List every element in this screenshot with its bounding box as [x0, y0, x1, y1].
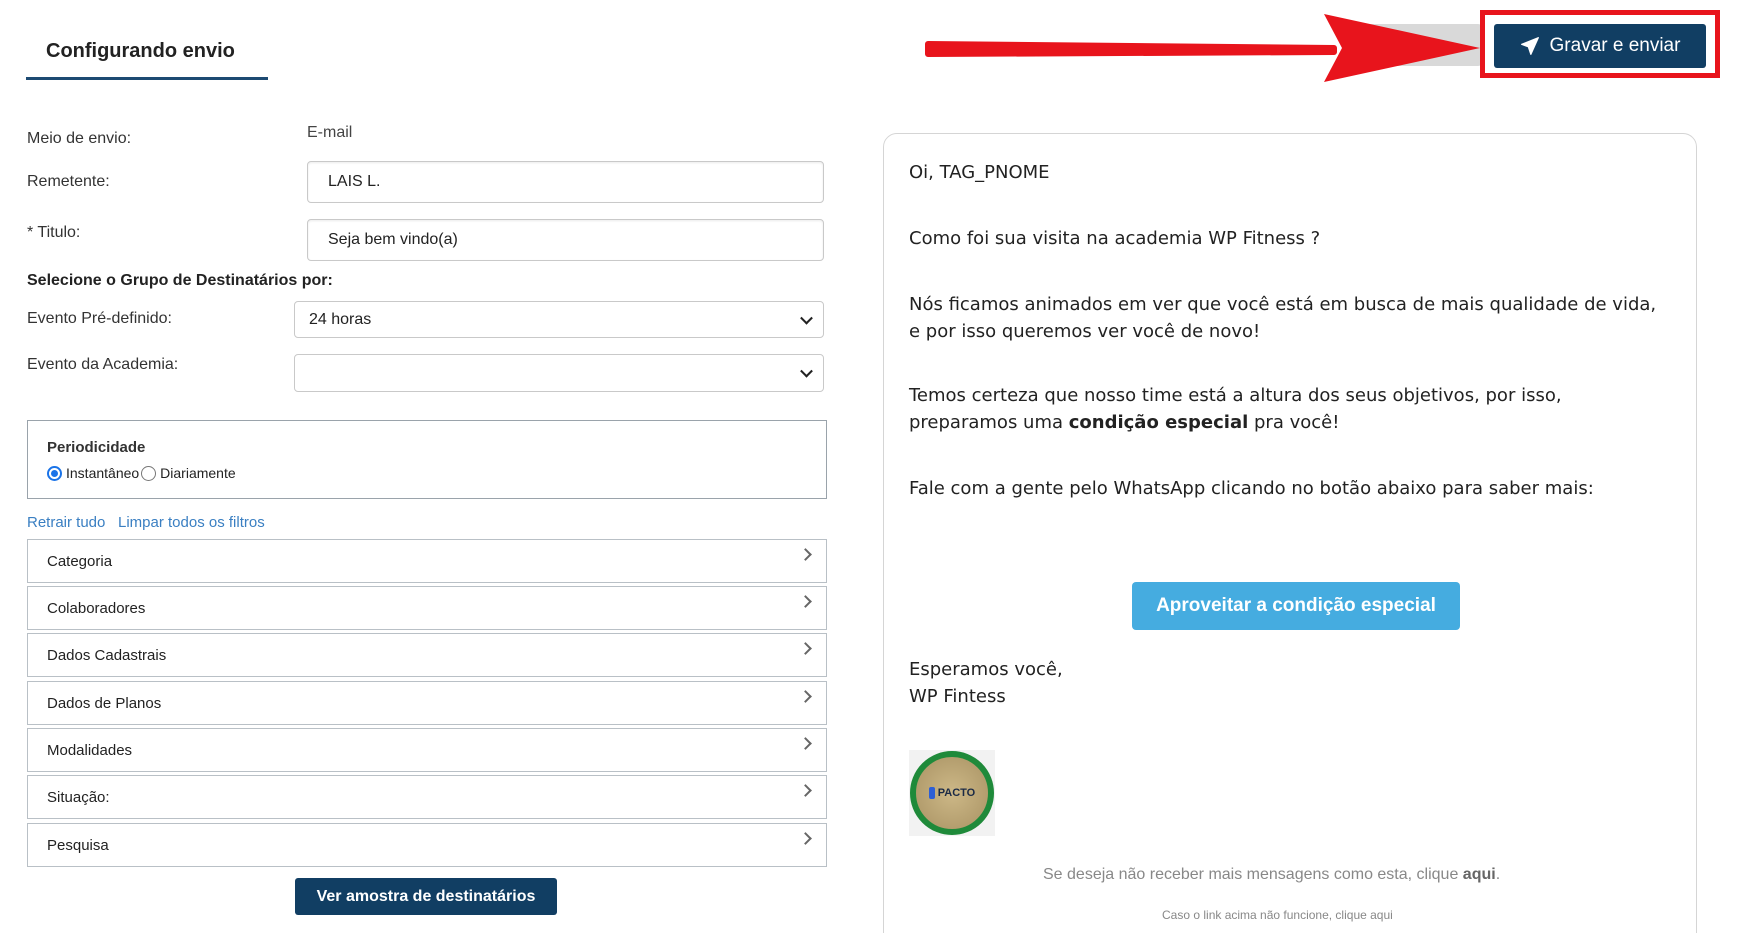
- evento-predefinido-value: 24 horas: [309, 310, 372, 328]
- chevron-right-icon: [799, 832, 812, 845]
- preview-signature: [909, 656, 1063, 710]
- titulo-input[interactable]: Seja bem vindo(a): [307, 219, 824, 261]
- filter-label: Categoria: [47, 553, 113, 570]
- annotation-arrow: [924, 8, 1500, 86]
- logo-text: PACTO: [937, 787, 976, 799]
- radio-diariamente-label[interactable]: Diariamente: [160, 465, 236, 481]
- fallback-link-text[interactable]: Caso o link acima não funcione, clique aqui: [1162, 908, 1393, 922]
- evento-predefinido-select[interactable]: [294, 301, 824, 338]
- retrair-tudo-link[interactable]: Retrair tudo: [27, 514, 106, 531]
- send-button-label: Gravar e enviar: [1549, 35, 1681, 56]
- preview-paragraph-3: Fale com a gente pelo WhatsApp clicando no botão abaixo para saber mais:: [909, 478, 1594, 499]
- chevron-right-icon: [799, 784, 812, 797]
- remetente-label: Remetente:: [27, 173, 110, 190]
- unsubscribe-text: [1043, 866, 1500, 884]
- pacto-logo: [909, 750, 995, 836]
- periodicidade-panel: [27, 420, 827, 499]
- remetente-input[interactable]: LAIS L.: [307, 161, 824, 203]
- limpar-filtros-link[interactable]: Limpar todos os filtros: [118, 514, 265, 531]
- logo-mark-icon: [929, 787, 935, 799]
- filter-dados-planos[interactable]: [27, 681, 827, 725]
- chevron-right-icon: [799, 642, 812, 655]
- logo-badge: [910, 751, 994, 835]
- ver-amostra-button[interactable]: Ver amostra de destinatários: [295, 878, 557, 915]
- chevron-right-icon: [799, 690, 812, 703]
- chevron-down-icon: [800, 311, 813, 324]
- filter-label: Colaboradores: [47, 600, 146, 617]
- preview-p2-suffix: pra você!: [1248, 412, 1340, 433]
- evento-predefinido-label: Evento Pré-definido:: [27, 310, 172, 327]
- chevron-right-icon: [799, 548, 812, 561]
- preview-p2-prefix: preparamos uma: [909, 412, 1069, 433]
- filter-pesquisa[interactable]: [27, 823, 827, 867]
- filter-label: Situação:: [47, 789, 110, 806]
- filter-categoria[interactable]: [27, 539, 827, 583]
- radio-instantaneo-label[interactable]: Instantâneo: [66, 465, 140, 481]
- preview-p2-bold: condição especial: [1068, 412, 1249, 433]
- meio-envio-value: E-mail: [307, 124, 353, 141]
- unsub-prefix: Se deseja não receber mais mensagens como esta, clique: [1043, 866, 1463, 883]
- preview-paragraph-2: [909, 382, 1562, 436]
- preview-sign-line1: Esperamos você,: [909, 659, 1063, 680]
- evento-academia-label: Evento da Academia:: [27, 356, 179, 373]
- filter-label: Dados de Planos: [47, 695, 162, 712]
- gravar-e-enviar-button[interactable]: [1494, 24, 1706, 68]
- chevron-down-icon: [800, 365, 813, 378]
- preview-p2-line1: Temos certeza que nosso time está a altura dos seus objetivos, por isso,: [909, 385, 1562, 406]
- unsubscribe-link[interactable]: aqui: [1462, 866, 1496, 883]
- preview-greeting: Oi, TAG_PNOME: [909, 162, 1050, 183]
- meio-envio-label: Meio de envio:: [27, 130, 132, 147]
- radio-instantaneo[interactable]: [47, 466, 62, 481]
- filter-label: Dados Cadastrais: [47, 647, 167, 664]
- unsub-suffix: .: [1495, 866, 1501, 883]
- cta-button[interactable]: Aproveitar a condição especial: [1132, 582, 1460, 630]
- periodicidade-options: [47, 465, 236, 481]
- grupo-destinatarios-title: Selecione o Grupo de Destinatários por:: [27, 272, 333, 289]
- send-icon: [1520, 36, 1540, 56]
- preview-p1-line2: e por isso queremos ver você de novo!: [909, 321, 1261, 342]
- email-preview-panel: [883, 133, 1697, 933]
- chevron-right-icon: [799, 595, 812, 608]
- chevron-right-icon: [799, 737, 812, 750]
- filter-label: Pesquisa: [47, 837, 109, 854]
- preview-p1-line1: Nós ficamos animados em ver que você está em busca de mais qualidade de vida,: [909, 294, 1657, 315]
- filter-dados-cadastrais[interactable]: [27, 633, 827, 677]
- filter-modalidades[interactable]: [27, 728, 827, 772]
- preview-p2-line2: [909, 409, 1562, 436]
- periodicidade-title: Periodicidade: [47, 439, 146, 456]
- filter-situacao[interactable]: [27, 775, 827, 819]
- titulo-label: * Titulo:: [27, 224, 81, 241]
- filter-colaboradores[interactable]: [27, 586, 827, 630]
- tab-title-label: Configurando envio: [46, 40, 235, 62]
- preview-question: Como foi sua visita na academia WP Fitness ?: [909, 228, 1321, 249]
- evento-academia-select[interactable]: [294, 354, 824, 392]
- radio-diariamente[interactable]: [141, 466, 156, 481]
- preview-sign-line2: WP Fintess: [909, 686, 1006, 707]
- tab-configurando-envio[interactable]: [26, 22, 268, 80]
- filter-label: Modalidades: [47, 742, 133, 759]
- preview-paragraph-1: [909, 291, 1656, 345]
